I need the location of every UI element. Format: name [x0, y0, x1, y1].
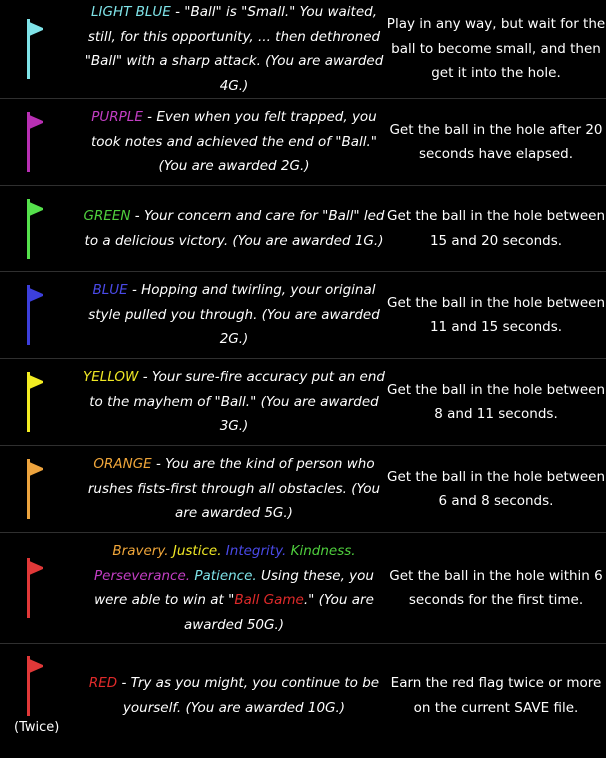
flag-description — [82, 446, 386, 533]
table-row — [0, 99, 606, 186]
flag-cell — [0, 446, 82, 533]
flag-icon — [24, 285, 46, 345]
flag-text: - Try as you might, you continue to be yourself. (You are awarded 10G.) — [117, 675, 380, 716]
flag-description — [82, 186, 386, 272]
flag-name: RED — [88, 675, 118, 692]
flag-icon — [24, 459, 46, 519]
flag-name: BLUE — [92, 282, 128, 299]
flag-text: Using these, you were able to win at " — [94, 567, 374, 608]
flag-requirement: Get the ball in the hole between 6 and 8 seconds. — [386, 446, 606, 533]
flag-cell — [0, 272, 82, 359]
flag-name: YELLOW — [83, 369, 139, 386]
virtue-integrity: Integrity. — [225, 543, 287, 559]
flag-text: - You are the kind of person who rushes fists-first through all obstacles. (You are awarded 5G.) — [87, 456, 381, 522]
flag-text: - Hopping and twirling, your original style pulled you through. (You are awarded 2G.) — [88, 282, 380, 348]
game-name: Ball Game — [234, 592, 304, 608]
flag-icon — [24, 372, 46, 432]
flag-requirement: Get the ball in the hole between 11 and 15 seconds. — [386, 272, 606, 359]
flag-description — [82, 272, 386, 359]
flag-requirement: Get the ball in the hole after 20 seconds have elapsed. — [386, 99, 606, 186]
flag-requirement: Earn the red flag twice or more on the current SAVE file. — [390, 675, 602, 716]
flag-name: PURPLE — [91, 109, 143, 126]
flag-text-end: ." (You are awarded 50G.) — [183, 592, 374, 633]
flag-text: - Your concern and care for "Ball" led to a delicious victory. (You are awarded 1G.) — [84, 208, 385, 249]
virtue-bravery: Bravery. — [112, 543, 169, 559]
flag-description — [82, 644, 386, 748]
flag-cell — [0, 99, 82, 186]
table-row — [0, 446, 606, 533]
twice-label: (Twice) — [14, 720, 60, 736]
flag-cell — [0, 644, 82, 748]
table-row — [0, 644, 606, 748]
flag-requirement: Get the ball in the hole between 15 and 20 seconds. — [386, 186, 606, 272]
virtue-patience: Patience. — [194, 567, 257, 584]
flag-cell — [0, 0, 82, 99]
flag-description — [82, 359, 386, 446]
flag-icon — [24, 199, 46, 259]
table-row — [0, 186, 606, 272]
table-row — [0, 533, 606, 644]
virtue-kindness: Kindness. — [290, 543, 356, 559]
virtue-justice: Justice. — [172, 543, 222, 559]
flag-cell — [0, 359, 82, 446]
flag-icon — [24, 558, 46, 618]
flag-icon — [24, 656, 46, 716]
table-row — [0, 359, 606, 446]
flag-description — [82, 0, 386, 99]
flag-icon — [24, 19, 46, 79]
flag-name: LIGHT BLUE — [90, 4, 171, 20]
table-row — [0, 0, 606, 99]
flag-text: - "Ball" is "Small." You waited, still, for this opportunity, ... then dethroned "Ball" with a sharp attack. (You are awarded 4G.) — [84, 4, 384, 94]
flag-cell — [0, 186, 82, 272]
flag-requirement: Play in any way, but wait for the ball to become small, and then get it into the hole. — [386, 0, 606, 99]
flag-icon — [24, 112, 46, 172]
flag-requirement: Get the ball in the hole within 6 seconds for the first time. — [386, 533, 606, 644]
flag-name: ORANGE — [93, 456, 152, 473]
virtue-perseverance: Perseverance. — [94, 567, 191, 584]
flag-requirement: Get the ball in the hole between 8 and 11 seconds. — [386, 359, 606, 446]
flag-name: GREEN — [83, 208, 131, 224]
flag-description — [82, 533, 386, 644]
flag-cell — [0, 533, 82, 644]
flag-text: - Your sure-fire accuracy put an end to the mayhem of "Ball." (You are awarded 3G.) — [89, 369, 385, 435]
table-row — [0, 272, 606, 359]
flag-description — [82, 99, 386, 186]
flag-text: - Even when you felt trapped, you took notes and achieved the end of "Ball." (You are awarded 2G.) — [90, 109, 378, 175]
